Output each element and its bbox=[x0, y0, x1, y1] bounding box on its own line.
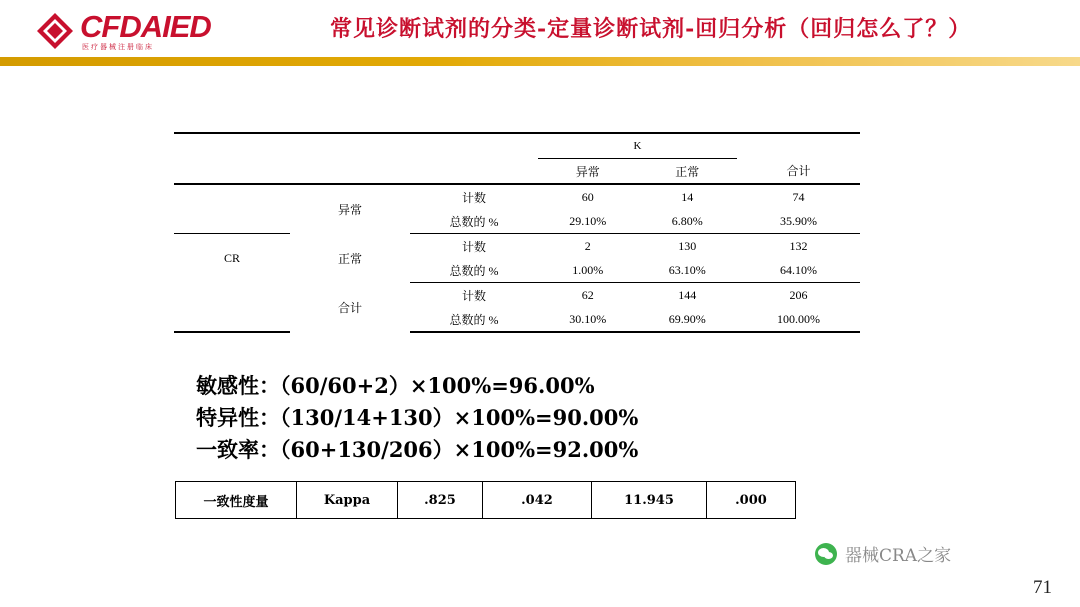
cell-empty bbox=[737, 133, 860, 159]
cell-value: 30.10% bbox=[538, 307, 638, 332]
kappa-significance: .000 bbox=[707, 482, 796, 519]
table-row bbox=[174, 209, 860, 234]
cell-value: 130 bbox=[678, 238, 697, 253]
column-header-abnormal: 异常 bbox=[538, 159, 638, 185]
cell-empty bbox=[290, 133, 410, 159]
kappa-measure-label: 一致性度量 bbox=[176, 482, 297, 519]
kappa-table bbox=[175, 481, 796, 519]
cell-value: 6.80% bbox=[638, 209, 738, 234]
stat-label-count: 计数 bbox=[461, 288, 486, 303]
table-row bbox=[174, 184, 860, 209]
formula-sensitivity: 敏感性：（60/60+2）×100%=96.00% bbox=[196, 373, 595, 398]
company-logo bbox=[36, 10, 286, 52]
cell-value: 74 bbox=[792, 189, 805, 204]
kappa-approx-t: 11.945 bbox=[592, 482, 707, 519]
logo-subtitle: 医疗器械注册临床 bbox=[82, 44, 154, 51]
formula-specificity: 特异性：（130/14+130）×100%=90.00% bbox=[196, 405, 639, 430]
logo-wordmark: CFDAIED bbox=[80, 9, 211, 44]
cell-empty bbox=[174, 307, 290, 332]
table-row-column-headers bbox=[174, 159, 860, 185]
row-category-abnormal: 异常 bbox=[337, 202, 362, 217]
table-row bbox=[176, 482, 796, 519]
table-row bbox=[174, 307, 860, 332]
cell-value: 29.10% bbox=[538, 209, 638, 234]
cell-value: 64.10% bbox=[737, 258, 860, 283]
cell-empty bbox=[174, 209, 290, 234]
slide-content bbox=[0, 66, 1080, 607]
col-group-label: K bbox=[538, 133, 737, 159]
cell-value: 100.00% bbox=[737, 307, 860, 332]
slide-header bbox=[0, 0, 1080, 66]
cell-value: 63.10% bbox=[638, 258, 738, 283]
cell-empty bbox=[174, 133, 290, 159]
row-category-total: 合计 bbox=[337, 300, 362, 315]
stat-label-count: 计数 bbox=[461, 239, 486, 254]
cell-empty bbox=[174, 159, 290, 185]
stat-label-percent: 总数的 % bbox=[410, 258, 538, 283]
wechat-icon bbox=[815, 543, 837, 565]
header-accent-rule bbox=[0, 57, 1080, 66]
column-header-normal: 正常 bbox=[638, 159, 738, 185]
formula-agreement-rate: 一致率：（60+130/206）×100%=92.00% bbox=[196, 437, 639, 462]
table-row-group-header bbox=[174, 133, 860, 159]
cell-empty bbox=[410, 159, 538, 185]
stat-label-count: 计数 bbox=[461, 190, 486, 205]
cell-empty bbox=[174, 184, 290, 209]
formula-list bbox=[196, 371, 638, 467]
cell-value: 69.90% bbox=[638, 307, 738, 332]
cell-value: 60 bbox=[581, 189, 594, 204]
stat-label-percent: 总数的 % bbox=[410, 307, 538, 332]
cell-value: 1.00% bbox=[538, 258, 638, 283]
cell-value: 2 bbox=[584, 238, 591, 253]
watermark-label: 器械CRA之家 bbox=[845, 546, 952, 566]
kappa-statistic-name: Kappa bbox=[297, 482, 398, 519]
cell-empty bbox=[174, 283, 290, 308]
crosstab-table bbox=[174, 132, 860, 333]
watermark bbox=[815, 541, 951, 566]
column-header-total: 合计 bbox=[737, 159, 860, 185]
cell-value: 144 bbox=[678, 287, 697, 302]
table-row bbox=[174, 283, 860, 308]
diamond-logo-icon bbox=[36, 12, 74, 50]
row-category-normal: 正常 bbox=[337, 251, 362, 266]
cell-empty bbox=[290, 159, 410, 185]
cell-value: 14 bbox=[681, 189, 694, 204]
cell-value: 62 bbox=[581, 287, 594, 302]
page-title: 常见诊断试剂的分类-定量诊断试剂-回归分析（回归怎么了？） bbox=[330, 16, 972, 42]
kappa-std-error: .042 bbox=[483, 482, 592, 519]
cell-empty bbox=[410, 133, 538, 159]
table-row bbox=[174, 234, 860, 259]
row-variable-label: CR bbox=[223, 250, 240, 265]
cell-value: 132 bbox=[789, 238, 808, 253]
cell-value: 206 bbox=[789, 287, 808, 302]
kappa-value: .825 bbox=[398, 482, 483, 519]
stat-label-percent: 总数的 % bbox=[410, 209, 538, 234]
cell-value: 35.90% bbox=[737, 209, 860, 234]
page-number: 71 bbox=[1033, 577, 1052, 598]
